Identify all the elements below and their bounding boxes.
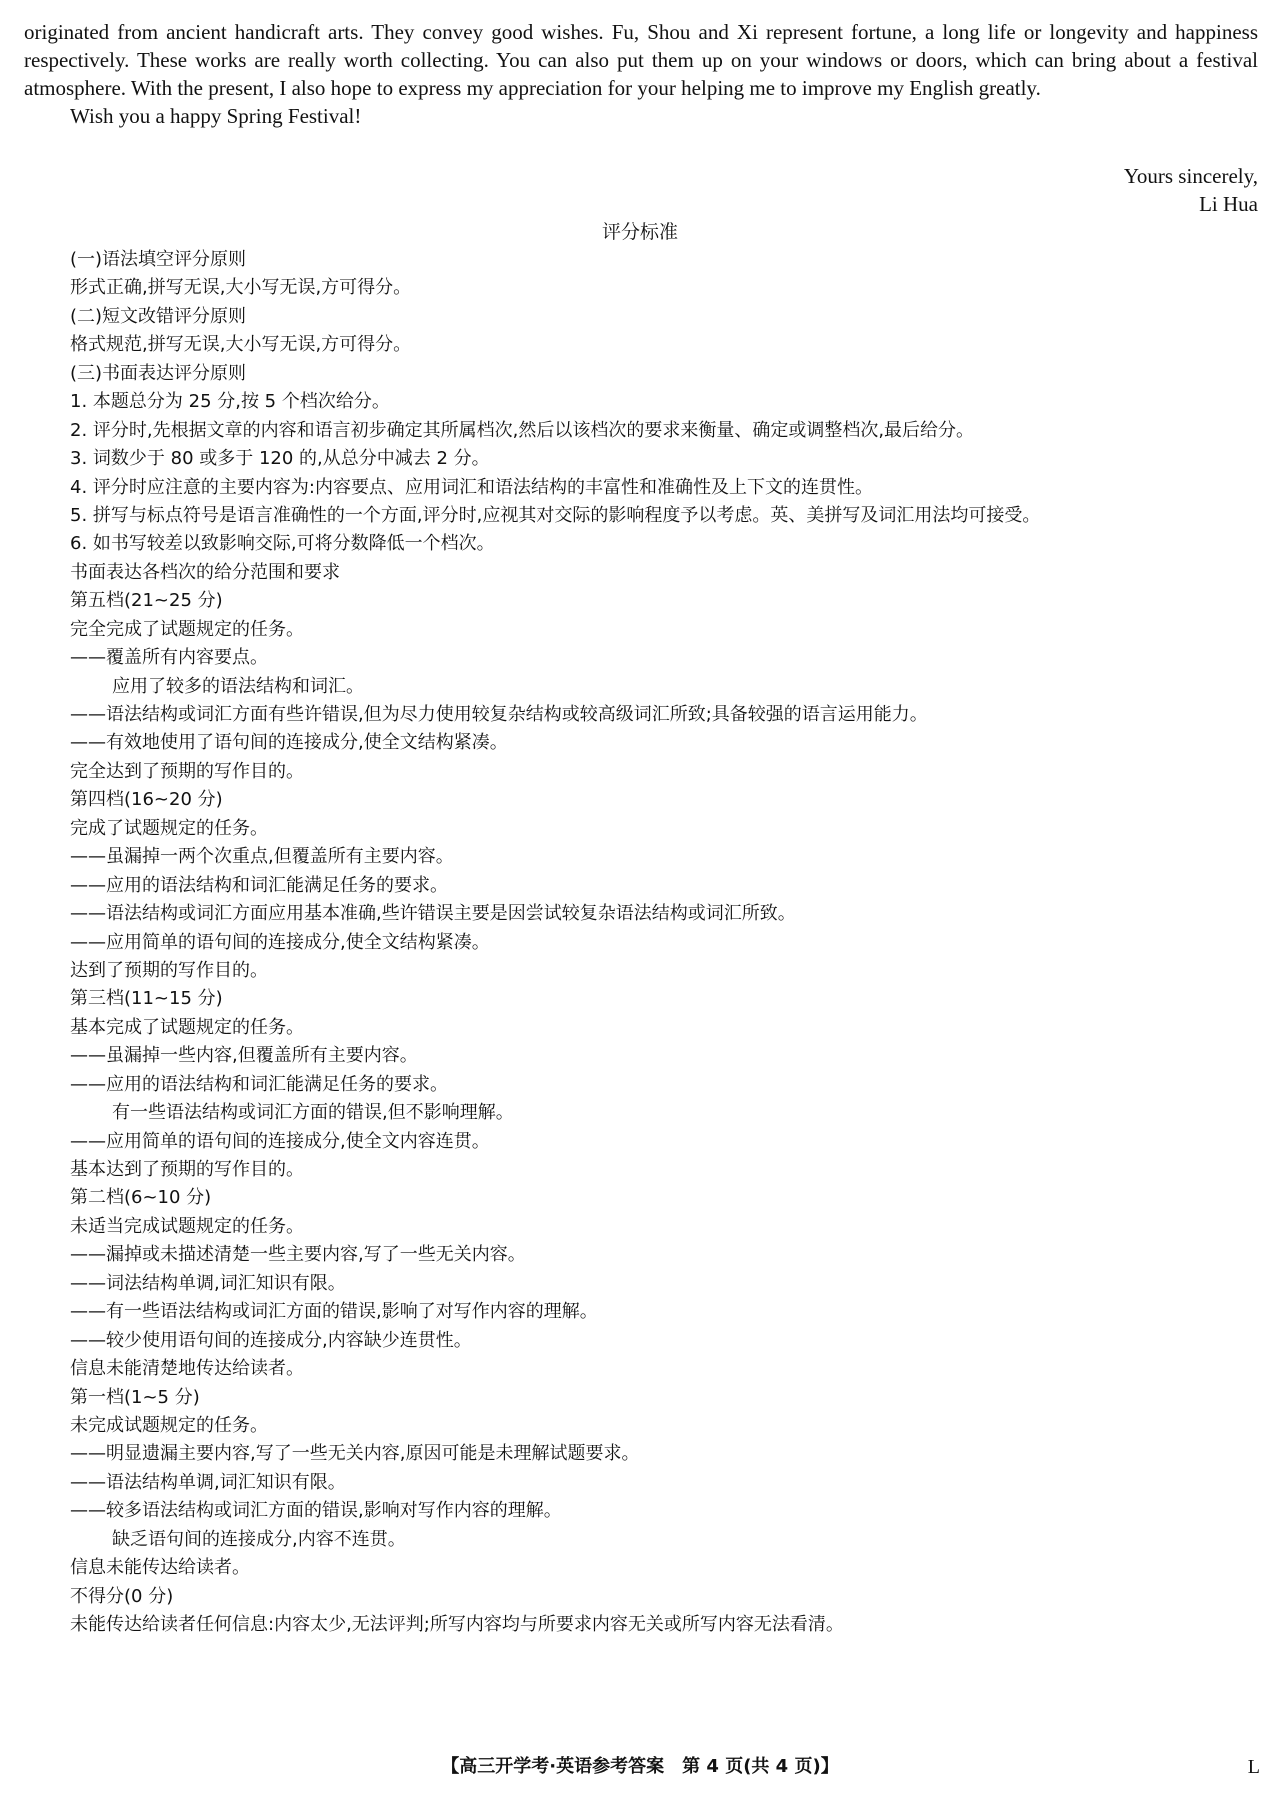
criteria-line: 缺乏语句间的连接成分,内容不连贯。 [112, 1528, 406, 1550]
criteria-line: 应用了较多的语法结构和词汇。 [112, 675, 364, 697]
criteria-line: 2. 评分时,先根据文章的内容和语言初步确定其所属档次,然后以该档次的要求来衡量、确定或调整档次,最后给分。 [70, 419, 975, 441]
criteria-line: 1. 本题总分为 25 分,按 5 个档次给分。 [70, 391, 390, 413]
criteria-line: ——虽漏掉一些内容,但覆盖所有主要内容。 [70, 1045, 418, 1067]
criteria-line: ——应用简单的语句间的连接成分,使全文结构紧凑。 [70, 931, 490, 953]
criteria-line: 第三档(11~15 分) [70, 988, 223, 1010]
criteria-line: 第二档(6~10 分) [70, 1187, 212, 1209]
criteria-line: ——词法结构单调,词汇知识有限。 [70, 1272, 346, 1294]
signature: Li Hua [1199, 192, 1258, 216]
criteria-line: 信息未能传达给读者。 [70, 1557, 250, 1579]
criteria-line: 不得分(0 分) [70, 1585, 174, 1607]
criteria-line: ——较少使用语句间的连接成分,内容缺少连贯性。 [70, 1329, 472, 1351]
criteria-line: ——明显遗漏主要内容,写了一些无关内容,原因可能是未理解试题要求。 [70, 1443, 640, 1465]
criteria-line: 未适当完成试题规定的任务。 [70, 1215, 304, 1237]
criteria-line: ——虽漏掉一两个次重点,但覆盖所有主要内容。 [70, 846, 454, 868]
criteria-line: ——较多语法结构或词汇方面的错误,影响对写作内容的理解。 [70, 1500, 562, 1522]
criteria-line: 有一些语法结构或词汇方面的错误,但不影响理解。 [112, 1102, 514, 1124]
criteria-line: ——应用的语法结构和词汇能满足任务的要求。 [70, 874, 448, 896]
criteria-line: 完全达到了预期的写作目的。 [70, 760, 304, 782]
closing-phrase: Yours sincerely, [1123, 164, 1258, 188]
criteria-line: 5. 拼写与标点符号是语言准确性的一个方面,评分时,应视其对交际的影响程度予以考虑。英、美拼写及词汇用法均可接受。 [70, 504, 1041, 526]
criteria-line: 4. 评分时应注意的主要内容为:内容要点、应用词汇和语法结构的丰富性和准确性及上下文的连贯性。 [70, 476, 873, 498]
criteria-line: 6. 如书写较差以致影响交际,可将分数降低一个档次。 [70, 533, 495, 555]
criteria-line: 基本完成了试题规定的任务。 [70, 1016, 304, 1038]
criteria-line: 第四档(16~20 分) [70, 789, 223, 811]
criteria-line: ——有一些语法结构或词汇方面的错误,影响了对写作内容的理解。 [70, 1301, 598, 1323]
page-footer: 【高三开学考·英语参考答案 第 4 页(共 4 页)】 [441, 1756, 839, 1777]
criteria-line: 达到了预期的写作目的。 [70, 959, 268, 981]
letter-body [24, 18, 1258, 130]
criteria-line: 基本达到了预期的写作目的。 [70, 1159, 304, 1180]
criteria-line: ——应用的语法结构和词汇能满足任务的要求。 [70, 1073, 448, 1095]
criteria-line: ——覆盖所有内容要点。 [70, 647, 268, 669]
criteria-line: ——语法结构或词汇方面有些许错误,但为尽力使用较复杂结构或较高级词汇所致;具备较强的语言运用能力。 [70, 704, 928, 725]
criteria-line: ——语法结构或词汇方面应用基本准确,些许错误主要是因尝试较复杂语法结构或词汇所致。 [70, 903, 796, 925]
criteria-line: 书面表达各档次的给分范围和要求 [70, 561, 340, 583]
criteria-line: 信息未能清楚地传达给读者。 [70, 1358, 304, 1380]
letter-closing [1124, 162, 1258, 218]
letter-paragraph: originated from ancient handicraft arts. They convey good wishes. Fu, Shou and Xi represent fortune, a long life or longevity and happiness respectively. These works are really worth collecting. You can also put them up on your windows or doors, which can bring about a festival atmosphere. With the present, I also hope to express my appreciation for your helping me to improve my English greatly. [24, 20, 1258, 100]
criteria-line: ——应用简单的语句间的连接成分,使全文内容连贯。 [70, 1130, 490, 1152]
criteria-line: ——漏掉或未描述清楚一些主要内容,写了一些无关内容。 [70, 1244, 526, 1266]
criteria-line: 形式正确,拼写无误,大小写无误,方可得分。 [70, 277, 412, 299]
criteria-line: 未完成试题规定的任务。 [70, 1414, 268, 1436]
criteria-line: 未能传达给读者任何信息:内容太少,无法评判;所写内容均与所要求内容无关或所写内容无法看清。 [70, 1614, 844, 1635]
criteria-title: 评分标准 [601, 221, 678, 243]
criteria-line: (三)书面表达评分原则 [70, 362, 247, 384]
criteria-line: ——有效地使用了语句间的连接成分,使全文结构紧凑。 [70, 732, 508, 754]
criteria-line: 第五档(21~25 分) [70, 590, 223, 612]
criteria-line: 完全完成了试题规定的任务。 [70, 618, 304, 640]
criteria-line: 3. 词数少于 80 或多于 120 的,从总分中减去 2 分。 [70, 448, 490, 470]
criteria-line: ——语法结构单调,词汇知识有限。 [70, 1471, 346, 1493]
scoring-criteria [70, 246, 1250, 1639]
criteria-line: 格式规范,拼写无误,大小写无误,方可得分。 [70, 334, 412, 356]
criteria-line: 完成了试题规定的任务。 [70, 817, 268, 839]
criteria-line: 第一档(1~5 分) [70, 1386, 200, 1408]
footer-mark: L [1247, 1756, 1260, 1778]
criteria-line: (一)语法填空评分原则 [70, 249, 247, 270]
criteria-line: (二)短文改错评分原则 [70, 305, 247, 327]
letter-wish: Wish you a happy Spring Festival! [70, 104, 362, 128]
